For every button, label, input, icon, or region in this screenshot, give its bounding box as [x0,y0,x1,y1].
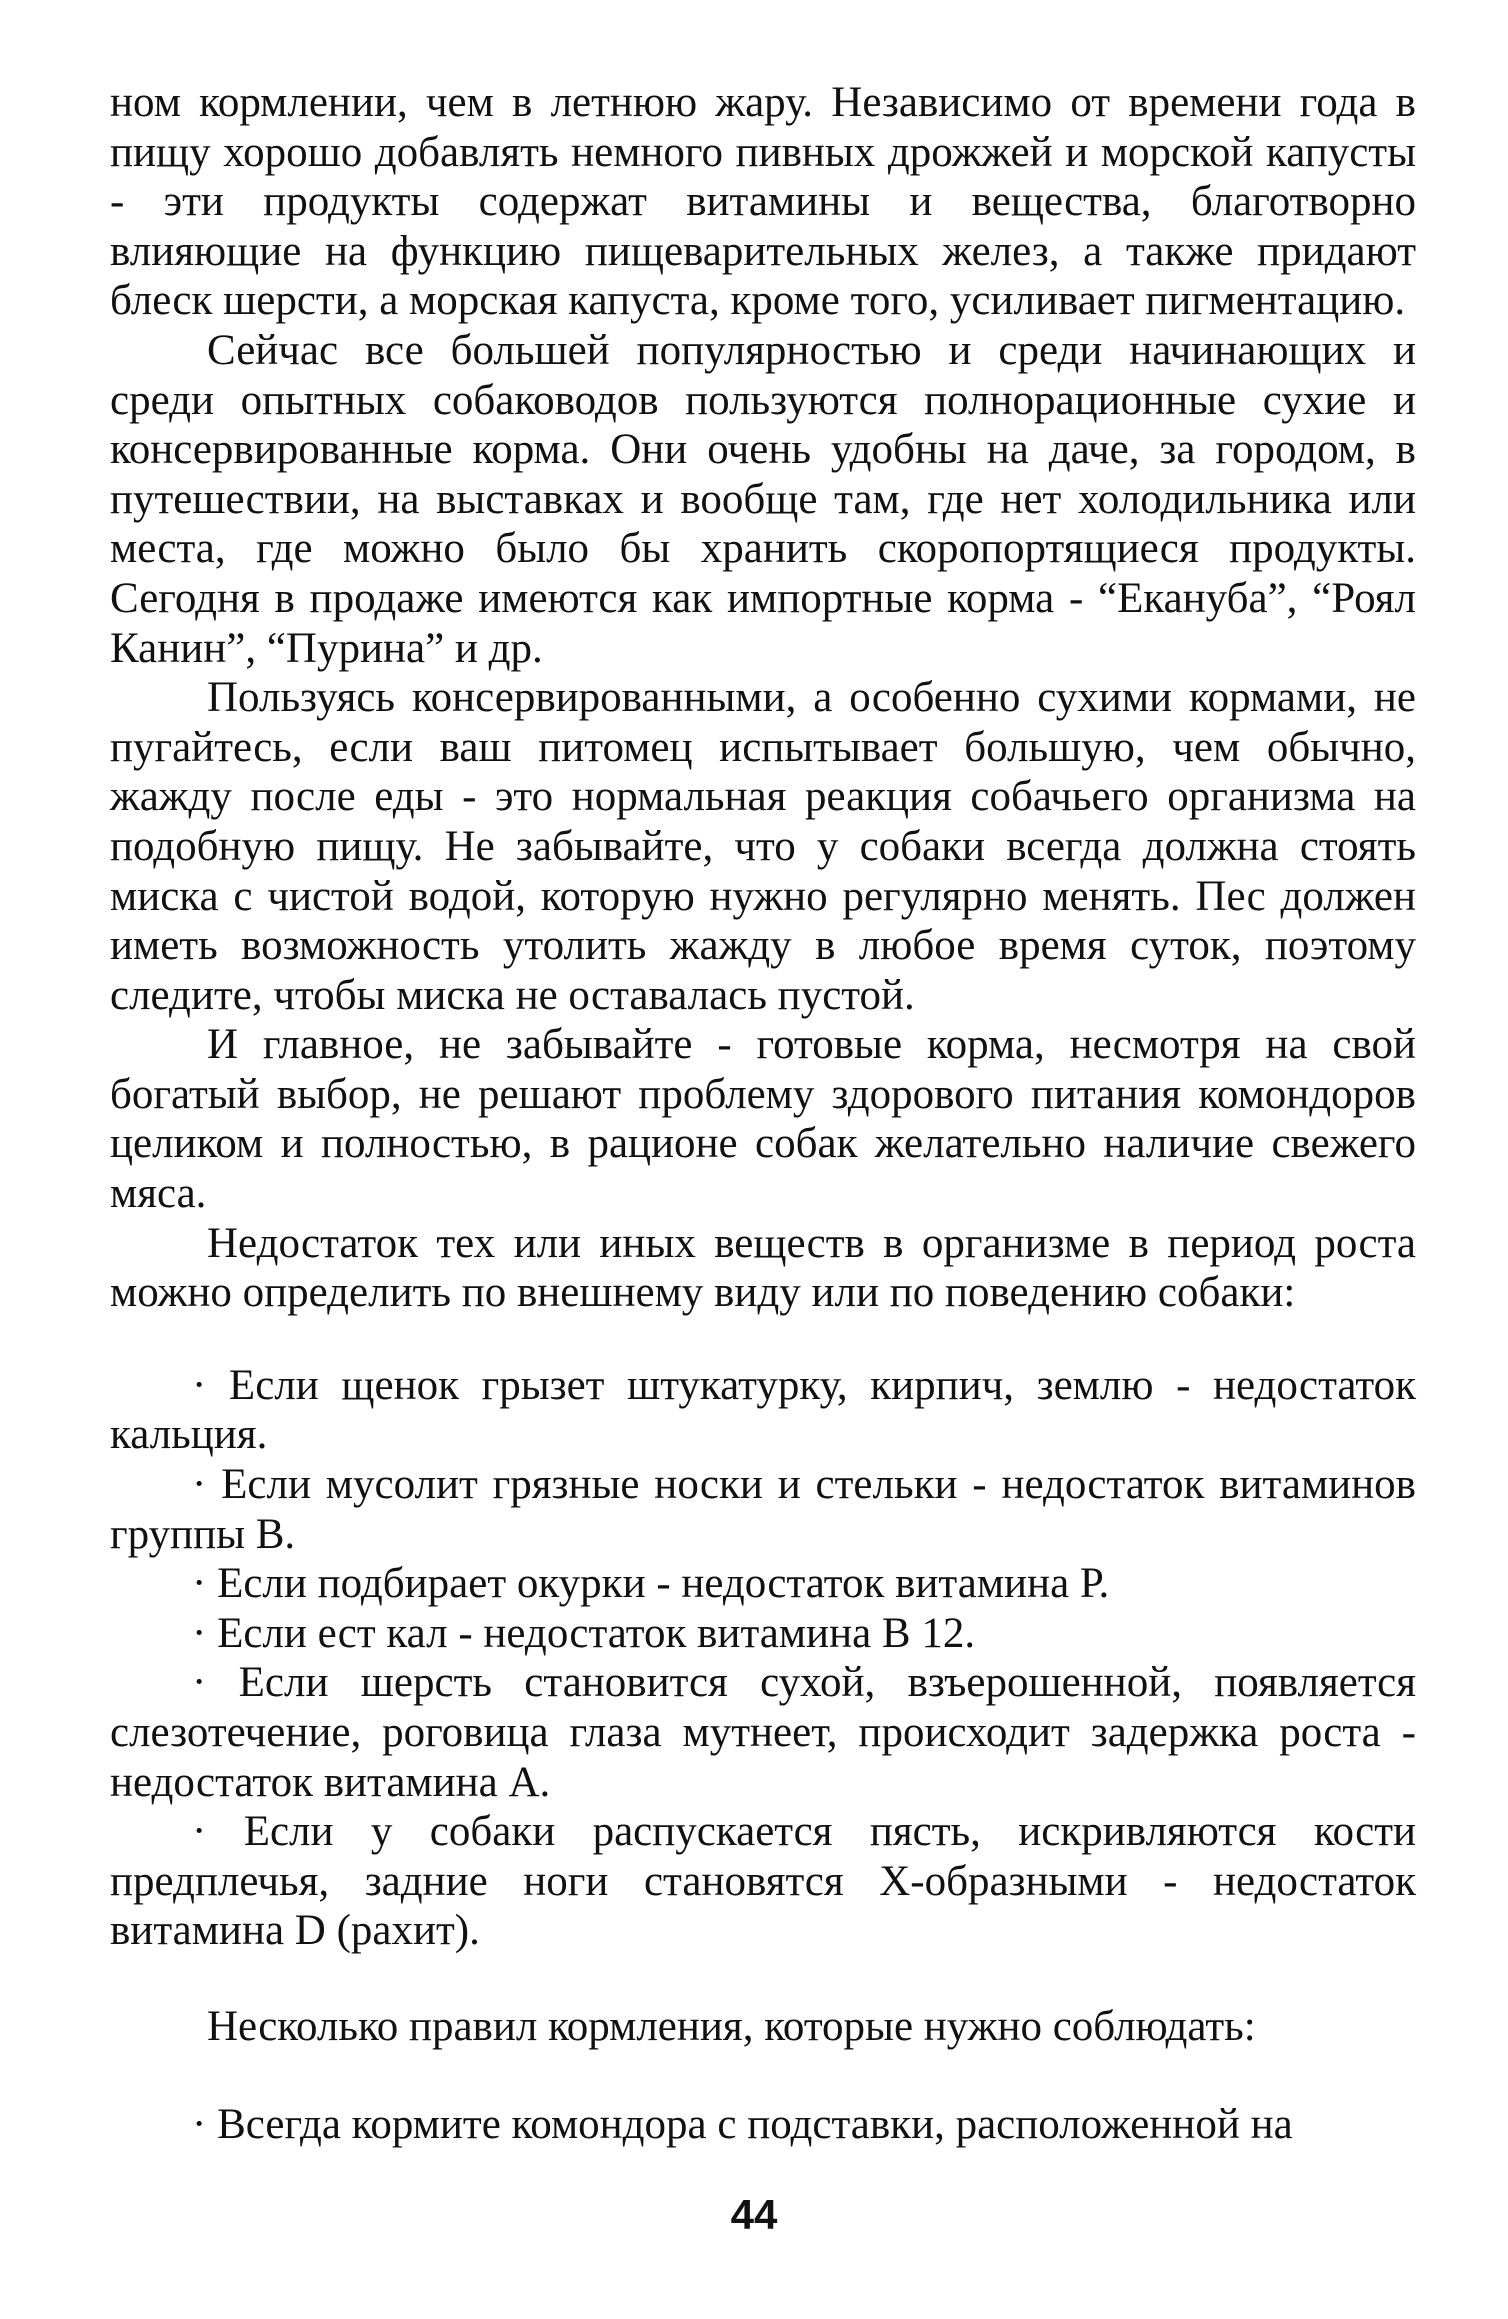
paragraph-feeding-supplements: ном кормлении, чем в летнюю жару. Независимо от времени года в пищу хорошо добавлять немного пивных дрожжей и морской капусты - эти продукты содержат витамины и вещества, благотворно влияющие на функцию пищеварительных желез, а также придают блеск шерсти, а морская капуста, кроме того, усиливает пигментацию. [110,79,1416,325]
list-item: · Если шерсть становится сухой, взъерошенной, появляется слезотечение, роговица глаза мутнеет, происходит задержка роста - недостаток витамина А. [110,1659,1416,1806]
list-item: · Всегда кормите комондора с подставки, расположенной на [192,2100,1293,2148]
spacer [110,2052,1416,2100]
page-body [110,78,1416,2149]
paragraph-deficiency-intro: Недостаток тех или иных веществ в организме в период роста можно определить по внешнему виду или по поведению собаки: [110,1219,1416,1317]
paragraph-fresh-meat: И главное, не забывайте - готовые корма, несмотря на свой богатый выбор, не решают проблему здорового питания комондоров целиком и полностью, в рационе собак желательно наличие свежего мяса. [110,1021,1416,1218]
list-item: · Если у собаки распускается пясть, искривляются кости предплечья, задние ноги становятся Х-образными - недостаток витамина D (рахит). [110,1808,1416,1955]
list-item: · Если мусолит грязные носки и стельки - недостаток витаминов группы В. [110,1461,1416,1558]
deficiency-list [110,1361,1416,1956]
spacer [110,1318,1416,1361]
paragraph-dry-food-popularity: Сейчас все большей популярностью и среди начинающих и среди опытных собаководов пользуются полнорационные сухие и консервированные корма. Они очень удобны на даче, за городом, в путешествии, на выставках и вообще там, где нет холодильника или места, где можно было бы хранить скоропортящиеся продукты. Сегодня в продаже имеются как импортные корма - “Еканубa”, “Роял Канин”, “Пурина” и др. [110,326,1416,672]
list-item: · Если ест кал - недостаток витамина В 12. [192,1609,976,1657]
page-number: 44 [730,2191,778,2238]
rules-list [110,2100,1416,2150]
paragraph-thirst-advice: Пользуясь консервированными, а особенно сухими кормами, не пугайтесь, если ваш питомец испытывает большую, чем обычно, жажду после еды - это нормальная реакция собачьего организма на подобную пищу. Не забывайте, что у собаки всегда должна стоять миска с чистой водой, которую нужно регулярно менять. Пес должен иметь возможность утолить жажду в любое время суток, поэтому следите, чтобы миска не оставалась пустой. [110,674,1416,1019]
list-item: · Если щенок грызет штукатурку, кирпич, землю - недостаток кальция. [110,1361,1416,1459]
spacer [110,1956,1416,2002]
list-item: · Если подбирает окурки - недостаток витамина Р. [192,1560,1110,1608]
rules-heading: Несколько правил кормления, которые нужно соблюдать: [207,2002,1256,2050]
